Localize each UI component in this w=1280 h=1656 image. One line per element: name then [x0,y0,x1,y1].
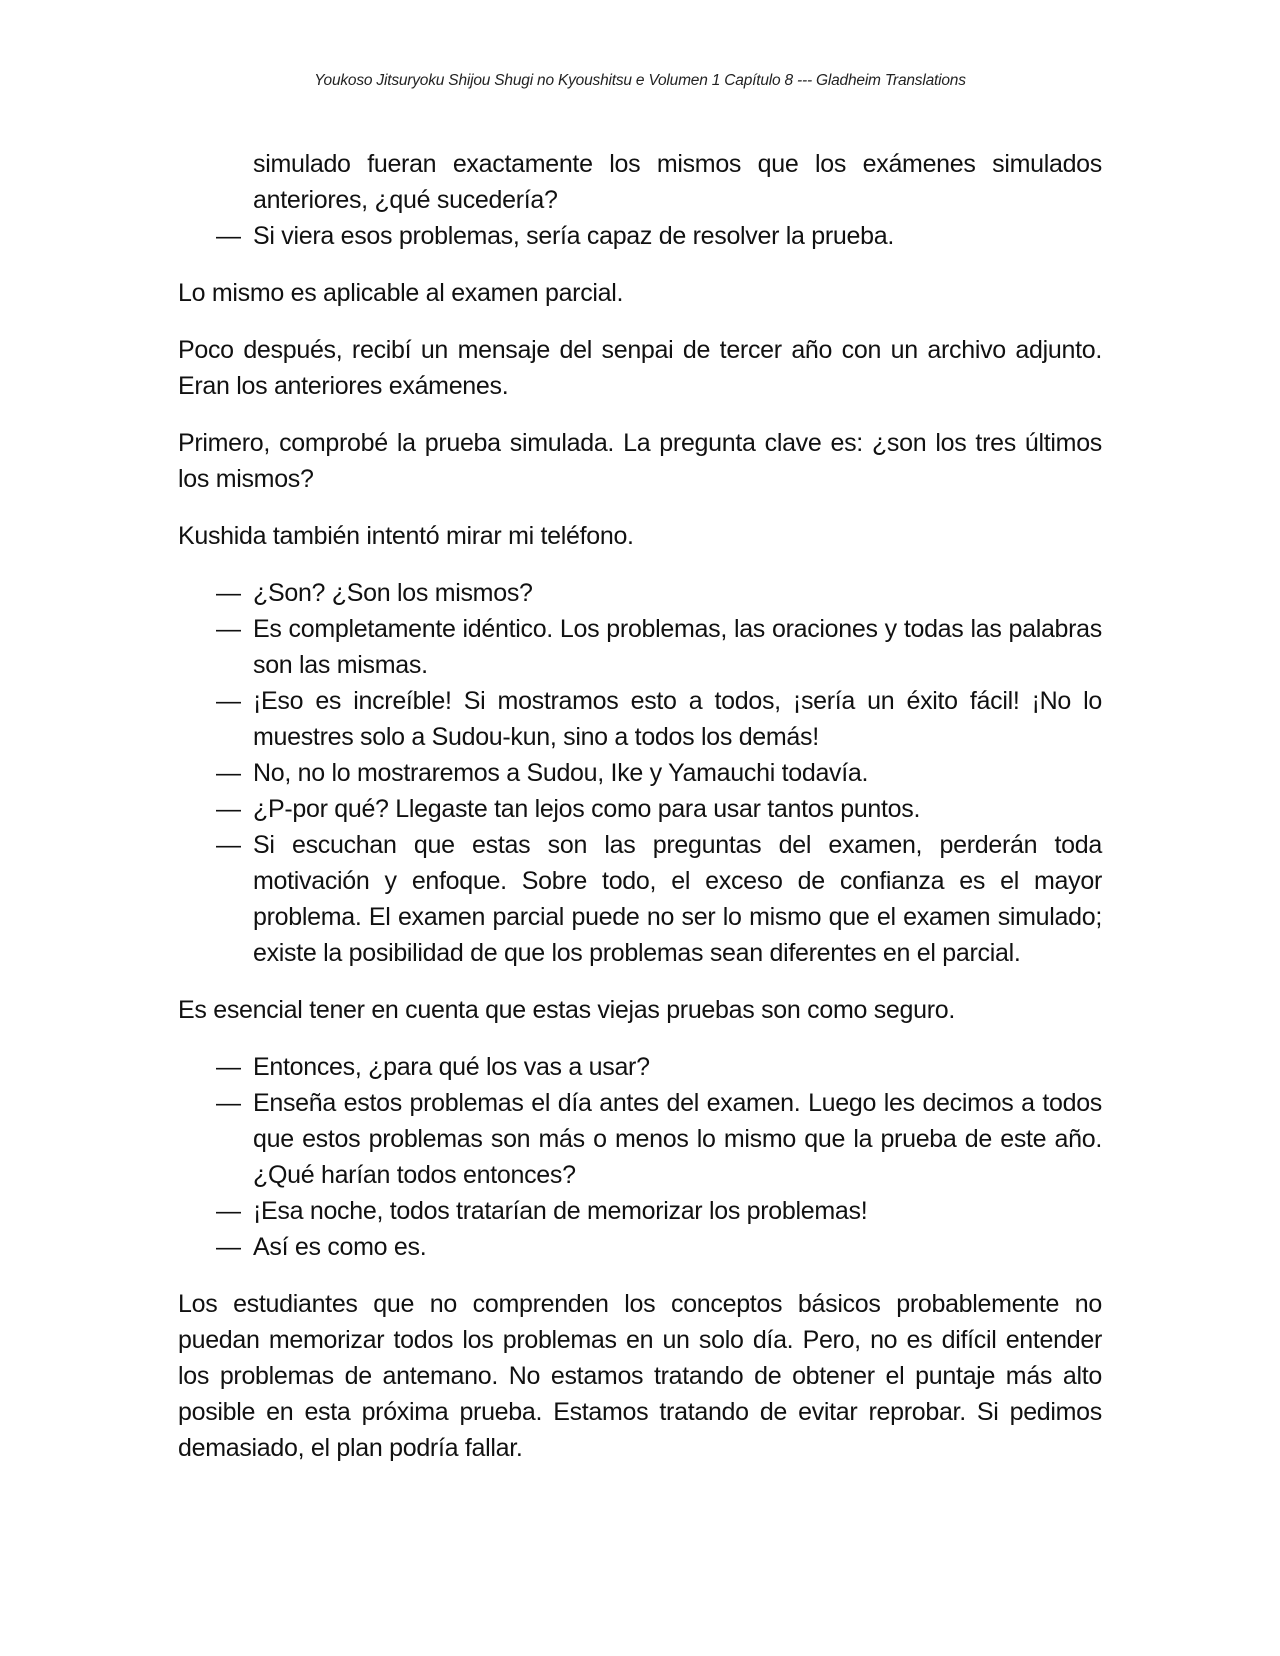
dialogue-block [178,1049,1102,1265]
dialogue-line [178,683,1102,755]
dialogue-block [178,575,1102,971]
dialogue-line [178,575,1102,611]
dialogue-text: Es completamente idéntico. Los problemas, las oraciones y todas las palabras son las mismas. [253,615,1102,679]
em-dash: — [216,1233,241,1261]
document-body [178,146,1102,1487]
dialogue-line [178,1193,1102,1229]
em-dash: — [216,687,241,715]
dialogue-text: Entonces, ¿para qué los vas a usar? [253,1053,650,1081]
dialogue-text: Enseña estos problemas el día antes del examen. Luego les decimos a todos que estos problemas son más o menos lo mismo que la prueba de este año. ¿Qué harían todos entonces? [253,1089,1102,1189]
dialogue-line [178,1229,1102,1265]
dialogue-continuation: simulado fueran exactamente los mismos que los exámenes simulados anteriores, ¿qué sucedería? [253,150,1102,214]
em-dash: — [216,222,241,250]
dialogue-line [178,827,1102,971]
dialogue-text: ¡Esa noche, todos tratarían de memorizar los problemas! [253,1197,868,1225]
opening-dialogue [178,146,1102,254]
dialogue-line [178,218,1102,254]
paragraph: Poco después, recibí un mensaje del senpai de tercer año con un archivo adjunto. Eran los anteriores exámenes. [178,336,1102,400]
dialogue-line [178,1049,1102,1085]
page-header: Youkoso Jitsuryoku Shijou Shugi no Kyoushitsu e Volumen 1 Capítulo 8 --- Gladheim Translations [314,72,966,89]
dialogue-line [178,791,1102,827]
paragraph: Es esencial tener en cuenta que estas viejas pruebas son como seguro. [178,996,956,1024]
em-dash: — [216,831,241,859]
em-dash: — [216,759,241,787]
paragraph: Los estudiantes que no comprenden los conceptos básicos probablemente no puedan memorizar todos los problemas en un solo día. Pero, no es difícil entender los problemas de antemano. No estamos tratando de obtener el puntaje más alto posible en esta próxima prueba. Estamos tratando de evitar reprobar. Si pedimos demasiado, el plan podría fallar. [178,1290,1102,1462]
dialogue-line [178,611,1102,683]
em-dash: — [216,1089,241,1117]
em-dash: — [216,615,241,643]
dialogue-text: ¡Eso es increíble! Si mostramos esto a todos, ¡sería un éxito fácil! ¡No lo muestres solo a Sudou-kun, sino a todos los demás! [253,687,1102,751]
em-dash: — [216,795,241,823]
em-dash: — [216,1053,241,1081]
dialogue-text: No, no lo mostraremos a Sudou, Ike y Yamauchi todavía. [253,759,869,787]
dialogue-text: ¿Son? ¿Son los mismos? [253,579,533,607]
paragraph: Primero, comprobé la prueba simulada. La pregunta clave es: ¿son los tres últimos los mismos? [178,429,1102,493]
dialogue-line [178,1085,1102,1193]
dialogue-text: ¿P-por qué? Llegaste tan lejos como para usar tantos puntos. [253,795,921,823]
dialogue-text: Así es como es. [253,1233,427,1261]
dialogue-text: Si viera esos problemas, sería capaz de resolver la prueba. [253,222,894,250]
dialogue-line [178,755,1102,791]
paragraph: Kushida también intentó mirar mi teléfono. [178,522,634,550]
em-dash: — [216,579,241,607]
em-dash: — [216,1197,241,1225]
paragraph: Lo mismo es aplicable al examen parcial. [178,279,624,307]
dialogue-text: Si escuchan que estas son las preguntas del examen, perderán toda motivación y enfoque. Sobre todo, el exceso de confianza es el mayor problema. El examen parcial puede no ser lo mismo que el examen simulado; existe la posibilidad de que los problemas sean diferentes en el parcial. [253,831,1102,967]
